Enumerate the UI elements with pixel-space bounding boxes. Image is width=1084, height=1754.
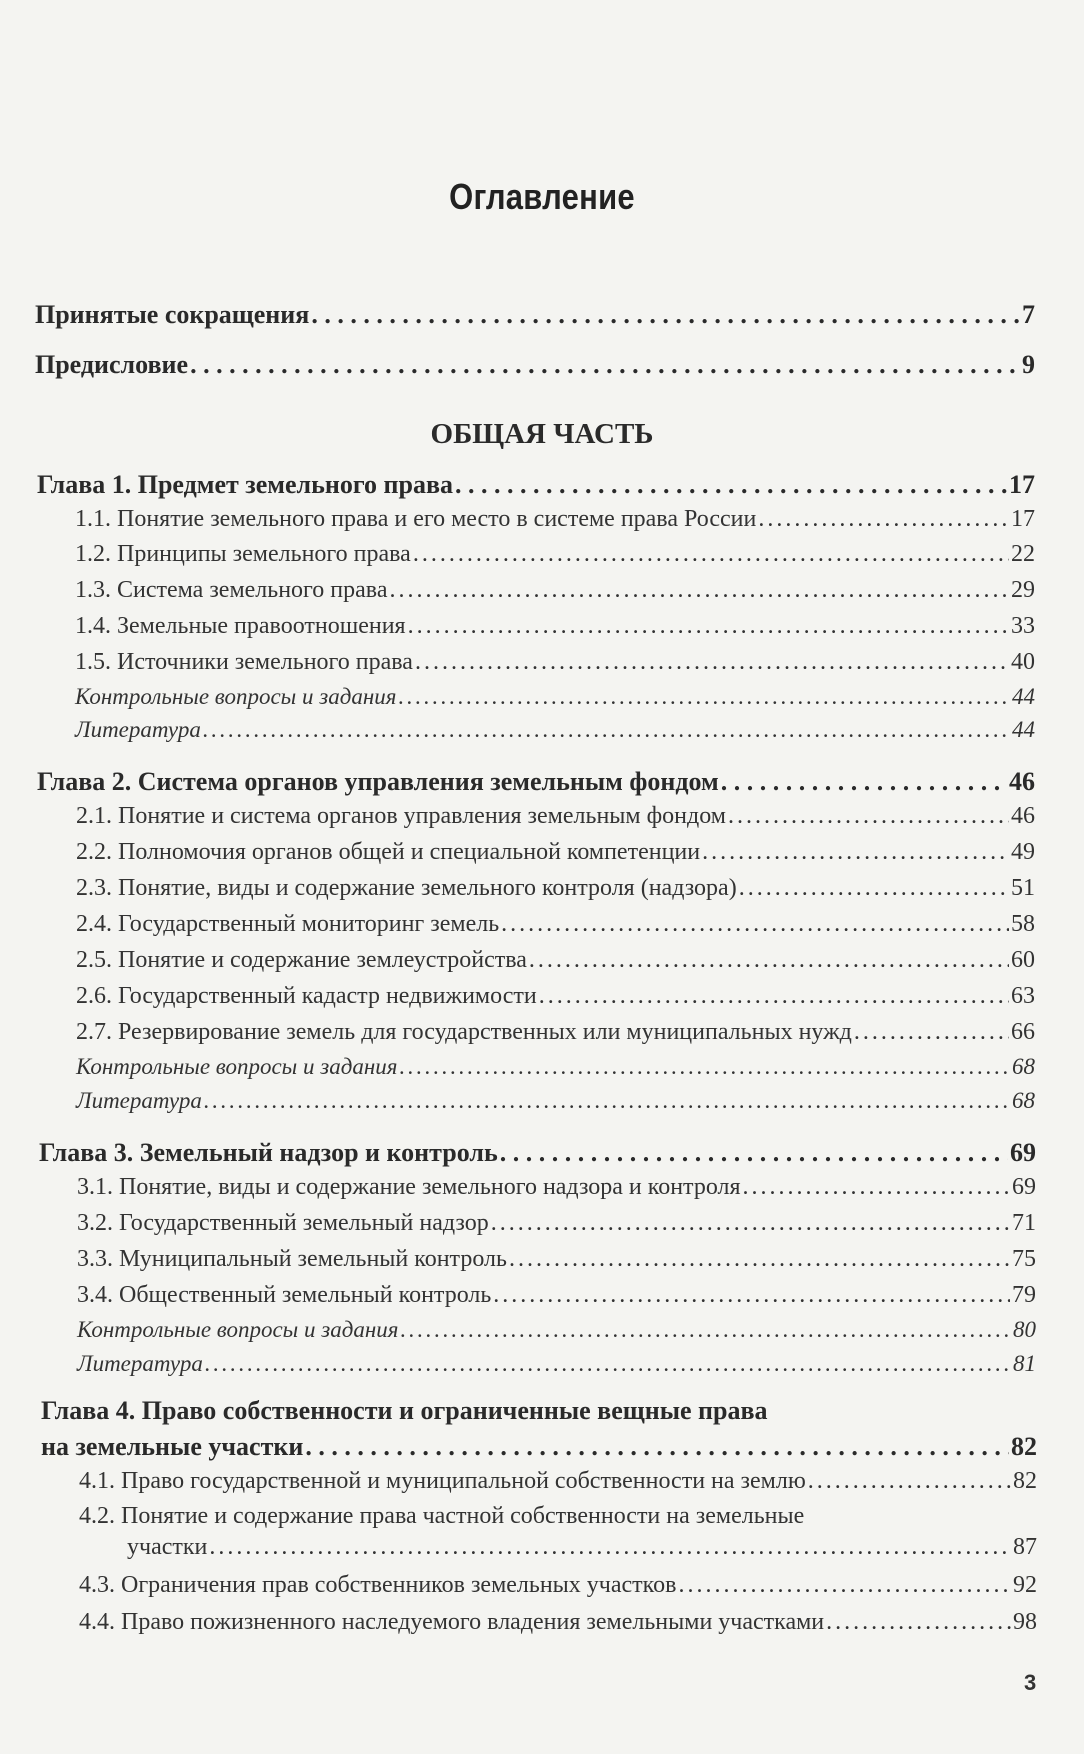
toc-page-number: 33 — [1011, 613, 1035, 639]
toc-page-number: 17 — [1011, 506, 1035, 532]
toc-page-number: 68 — [1012, 1054, 1035, 1079]
toc-item-2-6[interactable] — [76, 983, 1035, 1010]
leader-dots — [539, 983, 1009, 1010]
toc-entry-abbreviations[interactable] — [35, 300, 1035, 330]
toc-chapter-2[interactable] — [37, 767, 1035, 797]
toc-item-label: 1.2. Принципы земельного права — [75, 541, 411, 567]
toc-page-number: 82 — [1011, 1432, 1037, 1461]
toc-item-3-4[interactable] — [77, 1282, 1036, 1309]
toc-page-number: 87 — [1013, 1534, 1037, 1560]
leader-dots — [493, 1282, 1010, 1309]
toc-item-2-5[interactable] — [76, 947, 1035, 974]
toc-chapter-3[interactable] — [39, 1138, 1036, 1168]
leader-dots — [413, 541, 1009, 568]
toc-item-label: 4.3. Ограничения прав собственников земельных участков — [79, 1572, 677, 1598]
leader-dots — [808, 1468, 1011, 1495]
toc-item-4-4[interactable] — [79, 1609, 1037, 1636]
toc-page-number: 69 — [1010, 1138, 1036, 1167]
toc-literature-1[interactable] — [75, 717, 1035, 743]
toc-item-label: 3.1. Понятие, виды и содержание земельного надзора и контроля — [77, 1174, 741, 1200]
leader-dots — [501, 911, 1009, 938]
toc-item-1-4[interactable] — [75, 613, 1035, 640]
toc-item-1-2[interactable] — [75, 541, 1035, 568]
leader-dots — [415, 649, 1009, 676]
toc-page-number: 81 — [1013, 1351, 1036, 1376]
toc-item-label: 2.2. Полномочия органов общей и специальной компетенции — [76, 839, 701, 865]
toc-chapter-4-line1[interactable]: Глава 4. Право собственности и ограниченные вещные права — [41, 1396, 768, 1425]
toc-chapter-label: на земельные участки — [41, 1432, 304, 1461]
toc-item-label: 3.2. Государственный земельный надзор — [77, 1210, 489, 1236]
leader-dots — [455, 470, 1007, 500]
leader-dots — [509, 1246, 1010, 1273]
leader-dots — [500, 1138, 1008, 1168]
toc-item-4-1[interactable] — [79, 1468, 1037, 1495]
toc-item-2-3[interactable] — [76, 875, 1035, 902]
toc-page-number: 46 — [1011, 803, 1035, 829]
toc-item-1-5[interactable] — [75, 649, 1035, 676]
toc-page-number: 63 — [1011, 983, 1035, 1009]
toc-page-number: 69 — [1012, 1174, 1036, 1200]
toc-item-label: Контрольные вопросы и задания — [75, 684, 397, 709]
toc-entry-label: Предисловие — [35, 350, 189, 379]
toc-item-label: 3.3. Муниципальный земельный контроль — [77, 1246, 507, 1272]
toc-item-2-4[interactable] — [76, 911, 1035, 938]
toc-item-label: Литература — [76, 1088, 202, 1113]
leader-dots — [408, 613, 1009, 640]
toc-item-label: 2.5. Понятие и содержание землеустройства — [76, 947, 527, 973]
toc-entry-preface[interactable] — [35, 350, 1035, 380]
toc-item-2-1[interactable] — [76, 803, 1035, 830]
toc-item-label: Литература — [77, 1351, 203, 1376]
toc-item-label: участки — [127, 1534, 208, 1560]
toc-item-label: 4.4. Право пожизненного наследуемого владения земельными участками — [79, 1609, 825, 1635]
toc-page-number: 17 — [1009, 470, 1035, 499]
leader-dots — [399, 1054, 1010, 1080]
leader-dots — [739, 875, 1009, 902]
toc-literature-2[interactable] — [76, 1088, 1035, 1114]
toc-questions-3[interactable] — [77, 1317, 1036, 1343]
toc-page-number: 68 — [1012, 1088, 1035, 1113]
toc-item-label: 1.3. Система земельного права — [75, 577, 388, 603]
toc-item-2-7[interactable] — [76, 1019, 1035, 1046]
leader-dots — [311, 300, 1020, 330]
toc-page-number: 40 — [1011, 649, 1035, 675]
leader-dots — [305, 1432, 1009, 1462]
toc-page-number: 51 — [1011, 875, 1035, 901]
toc-item-label: Литература — [75, 717, 201, 742]
toc-item-label: 1.4. Земельные правоотношения — [75, 613, 406, 639]
toc-item-1-1[interactable] — [75, 506, 1035, 533]
toc-item-label: 2.7. Резервирование земель для государственных или муниципальных нужд — [76, 1019, 852, 1045]
toc-chapter-4[interactable] — [41, 1432, 1037, 1462]
toc-item-4-2-line1[interactable]: 4.2. Понятие и содержание права частной собственности на земельные — [79, 1503, 805, 1529]
toc-page-number: 46 — [1009, 767, 1035, 796]
leader-dots — [702, 839, 1009, 866]
toc-item-1-3[interactable] — [75, 577, 1035, 604]
toc-page-number: 75 — [1012, 1246, 1036, 1272]
toc-questions-1[interactable] — [75, 684, 1035, 710]
toc-item-label: 2.4. Государственный мониторинг земель — [76, 911, 500, 937]
leader-dots — [678, 1572, 1011, 1599]
leader-dots — [721, 767, 1007, 797]
toc-page-number: 80 — [1013, 1317, 1036, 1342]
toc-item-3-2[interactable] — [77, 1210, 1036, 1237]
leader-dots — [205, 1351, 1011, 1377]
leader-dots — [209, 1534, 1011, 1561]
toc-page-number: 58 — [1011, 911, 1035, 937]
toc-page-number: 98 — [1013, 1609, 1037, 1635]
toc-chapter-1[interactable] — [37, 470, 1035, 500]
toc-questions-2[interactable] — [76, 1054, 1035, 1080]
toc-page-number: 7 — [1022, 300, 1035, 329]
toc-page-number: 22 — [1011, 541, 1035, 567]
toc-page-number: 49 — [1011, 839, 1035, 865]
toc-item-2-2[interactable] — [76, 839, 1035, 866]
leader-dots — [826, 1609, 1011, 1636]
leader-dots — [758, 506, 1009, 533]
toc-item-label: 2.6. Государственный кадастр недвижимости — [76, 983, 537, 1009]
toc-entry-label: Принятые сокращения — [35, 300, 310, 329]
toc-chapter-label: Глава 1. Предмет земельного права — [37, 470, 453, 499]
toc-item-label: 3.4. Общественный земельный контроль — [77, 1282, 492, 1308]
toc-page-number: 29 — [1011, 577, 1035, 603]
leader-dots — [389, 577, 1009, 604]
toc-chapter-label: Глава 2. Система органов управления земельным фондом — [37, 767, 719, 796]
leader-dots — [400, 1317, 1011, 1343]
leader-dots — [728, 803, 1009, 830]
toc-item-label: 2.1. Понятие и система органов управления земельным фондом — [76, 803, 726, 829]
toc-item-label: 2.3. Понятие, виды и содержание земельного контроля (надзора) — [76, 875, 737, 901]
toc-item-3-1[interactable] — [77, 1174, 1036, 1201]
toc-item-4-2[interactable] — [127, 1534, 1037, 1561]
leader-dots — [398, 684, 1010, 710]
toc-page-number: 44 — [1012, 717, 1035, 742]
toc-item-label: Контрольные вопросы и задания — [77, 1317, 399, 1342]
toc-page-number: 60 — [1011, 947, 1035, 973]
leader-dots — [743, 1174, 1010, 1201]
toc-item-3-3[interactable] — [77, 1246, 1036, 1273]
toc-page-number: 66 — [1011, 1019, 1035, 1045]
leader-dots — [190, 350, 1020, 380]
leader-dots — [529, 947, 1009, 974]
toc-item-label: Контрольные вопросы и задания — [76, 1054, 398, 1079]
leader-dots — [204, 1088, 1010, 1114]
toc-item-4-3[interactable] — [79, 1572, 1037, 1599]
page-title: Оглавление — [449, 176, 635, 217]
toc-item-label: 4.1. Право государственной и муниципальной собственности на землю — [79, 1468, 806, 1494]
toc-page-number: 92 — [1013, 1572, 1037, 1598]
leader-dots — [491, 1210, 1010, 1237]
leader-dots — [854, 1019, 1009, 1046]
toc-item-label: 1.5. Источники земельного права — [75, 649, 413, 675]
toc-literature-3[interactable] — [77, 1351, 1036, 1377]
toc-page-number: 82 — [1013, 1468, 1037, 1494]
toc-page-number: 44 — [1012, 684, 1035, 709]
toc-page-number: 71 — [1012, 1210, 1036, 1236]
toc-page-number: 79 — [1012, 1282, 1036, 1308]
section-title: ОБЩАЯ ЧАСТЬ — [430, 418, 654, 450]
leader-dots — [203, 717, 1010, 743]
toc-chapter-label: Глава 3. Земельный надзор и контроль — [39, 1138, 498, 1167]
toc-item-label: 1.1. Понятие земельного права и его место в системе права России — [75, 506, 757, 532]
page-number: 3 — [1024, 1670, 1037, 1695]
toc-page-number: 9 — [1022, 350, 1035, 379]
